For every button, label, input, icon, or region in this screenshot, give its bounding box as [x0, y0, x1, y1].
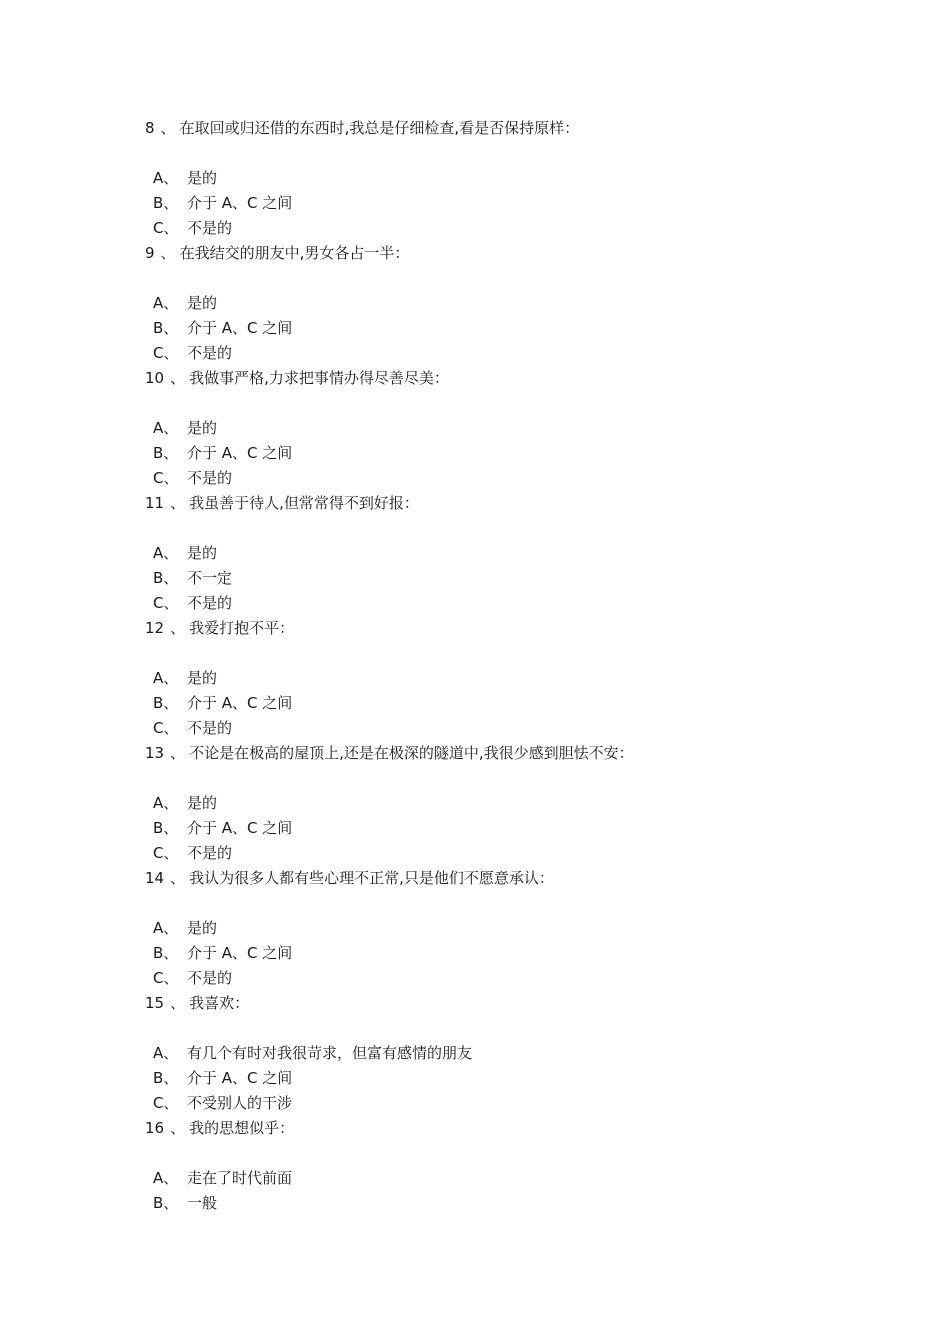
answer-option	[145, 566, 845, 591]
question-block	[145, 491, 845, 616]
question-text: 在取回或归还借的东西时,我总是仔细检查,看是否保持原样：	[179, 119, 580, 137]
question-line	[145, 741, 845, 766]
option-text: 是的	[187, 169, 218, 187]
question-number: 12	[145, 619, 165, 637]
question-spacer	[145, 891, 845, 916]
question-line	[145, 1116, 845, 1141]
option-text: 介于 A、C 之间	[187, 319, 293, 337]
question-text: 我虽善于待人,但常常得不到好报：	[189, 494, 419, 512]
answer-option	[145, 166, 845, 191]
question-block	[145, 116, 845, 241]
option-letter: B、	[153, 194, 179, 212]
question-number: 13	[145, 744, 165, 762]
question-block	[145, 616, 845, 741]
option-letter: C、	[153, 1094, 179, 1112]
question-spacer	[145, 266, 845, 291]
option-text: 不受别人的干涉	[187, 1094, 293, 1112]
question-separator: 、	[160, 244, 176, 262]
option-letter: A、	[153, 794, 179, 812]
question-separator: 、	[170, 619, 186, 637]
answer-option	[145, 416, 845, 441]
question-block	[145, 866, 845, 991]
question-text: 我的思想似乎：	[189, 1119, 295, 1137]
question-line	[145, 116, 845, 141]
option-text: 介于 A、C 之间	[187, 194, 293, 212]
option-letter: C、	[153, 969, 179, 987]
question-separator: 、	[170, 494, 186, 512]
option-letter: A、	[153, 669, 179, 687]
option-letter: A、	[153, 1044, 179, 1062]
question-number: 14	[145, 869, 165, 887]
answer-option	[145, 841, 845, 866]
option-letter: B、	[153, 444, 179, 462]
question-block	[145, 241, 845, 366]
question-separator: 、	[170, 744, 186, 762]
option-letter: C、	[153, 844, 179, 862]
answer-option	[145, 1166, 845, 1191]
option-letter: A、	[153, 544, 179, 562]
answer-option	[145, 291, 845, 316]
question-list	[145, 116, 845, 1216]
question-spacer	[145, 516, 845, 541]
question-spacer	[145, 766, 845, 791]
answer-option	[145, 941, 845, 966]
option-text: 是的	[187, 419, 218, 437]
answer-option	[145, 966, 845, 991]
question-text: 我喜欢：	[189, 994, 250, 1012]
question-spacer	[145, 141, 845, 166]
question-separator: 、	[170, 369, 186, 387]
option-text: 介于 A、C 之间	[187, 819, 293, 837]
option-letter: B、	[153, 819, 179, 837]
answer-option	[145, 716, 845, 741]
option-letter: B、	[153, 944, 179, 962]
question-block	[145, 991, 845, 1116]
question-text: 在我结交的朋友中,男女各占一半：	[179, 244, 410, 262]
option-text: 不是的	[187, 594, 233, 612]
question-spacer	[145, 641, 845, 666]
question-spacer	[145, 1141, 845, 1166]
option-text: 介于 A、C 之间	[187, 444, 293, 462]
option-letter: C、	[153, 469, 179, 487]
question-number: 11	[145, 494, 165, 512]
answer-option	[145, 541, 845, 566]
option-text: 有几个有时对我很苛求，但富有感情的朋友	[187, 1044, 473, 1062]
question-block	[145, 1116, 845, 1216]
option-text: 一般	[187, 1194, 218, 1212]
question-separator: 、	[170, 1119, 186, 1137]
option-text: 不是的	[187, 344, 233, 362]
answer-option	[145, 916, 845, 941]
question-line	[145, 991, 845, 1016]
option-letter: C、	[153, 719, 179, 737]
option-text: 不是的	[187, 469, 233, 487]
option-text: 是的	[187, 544, 218, 562]
answer-option	[145, 591, 845, 616]
answer-option	[145, 216, 845, 241]
question-line	[145, 366, 845, 391]
question-number: 8	[145, 119, 155, 137]
answer-option	[145, 691, 845, 716]
question-line	[145, 866, 845, 891]
option-text: 不是的	[187, 719, 233, 737]
option-letter: B、	[153, 694, 179, 712]
answer-option	[145, 1066, 845, 1091]
question-number: 9	[145, 244, 155, 262]
option-letter: B、	[153, 319, 179, 337]
option-letter: A、	[153, 419, 179, 437]
answer-option	[145, 466, 845, 491]
option-letter: A、	[153, 919, 179, 937]
option-letter: C、	[153, 219, 179, 237]
question-line	[145, 616, 845, 641]
option-letter: A、	[153, 1169, 179, 1187]
question-separator: 、	[160, 119, 176, 137]
question-text: 不论是在极高的屋顶上,还是在极深的隧道中,我很少感到胆怯不安：	[189, 744, 634, 762]
option-letter: B、	[153, 569, 179, 587]
option-letter: B、	[153, 1194, 179, 1212]
question-block	[145, 741, 845, 866]
answer-option	[145, 1041, 845, 1066]
option-letter: A、	[153, 169, 179, 187]
question-number: 16	[145, 1119, 165, 1137]
option-text: 不是的	[187, 219, 233, 237]
answer-option	[145, 191, 845, 216]
answer-option	[145, 666, 845, 691]
option-text: 不是的	[187, 969, 233, 987]
question-text: 我认为很多人都有些心理不正常,只是他们不愿意承认：	[189, 869, 554, 887]
option-letter: B、	[153, 1069, 179, 1087]
question-text: 我做事严格,力求把事情办得尽善尽美：	[189, 369, 449, 387]
option-text: 走在了时代前面	[187, 1169, 293, 1187]
option-text: 不是的	[187, 844, 233, 862]
option-text: 是的	[187, 794, 218, 812]
answer-option	[145, 1091, 845, 1116]
question-separator: 、	[170, 994, 186, 1012]
option-text: 不一定	[187, 569, 233, 587]
option-text: 介于 A、C 之间	[187, 694, 293, 712]
question-block	[145, 366, 845, 491]
answer-option	[145, 791, 845, 816]
option-text: 介于 A、C 之间	[187, 944, 293, 962]
answer-option	[145, 341, 845, 366]
answer-option	[145, 441, 845, 466]
answer-option	[145, 316, 845, 341]
option-text: 是的	[187, 669, 218, 687]
question-line	[145, 491, 845, 516]
option-text: 是的	[187, 294, 218, 312]
question-number: 10	[145, 369, 165, 387]
question-line	[145, 241, 845, 266]
question-spacer	[145, 1016, 845, 1041]
question-spacer	[145, 391, 845, 416]
answer-option	[145, 1191, 845, 1216]
option-text: 是的	[187, 919, 218, 937]
option-text: 介于 A、C 之间	[187, 1069, 293, 1087]
question-number: 15	[145, 994, 165, 1012]
answer-option	[145, 816, 845, 841]
option-letter: C、	[153, 594, 179, 612]
option-letter: A、	[153, 294, 179, 312]
question-separator: 、	[170, 869, 186, 887]
option-letter: C、	[153, 344, 179, 362]
question-text: 我爱打抱不平：	[189, 619, 295, 637]
